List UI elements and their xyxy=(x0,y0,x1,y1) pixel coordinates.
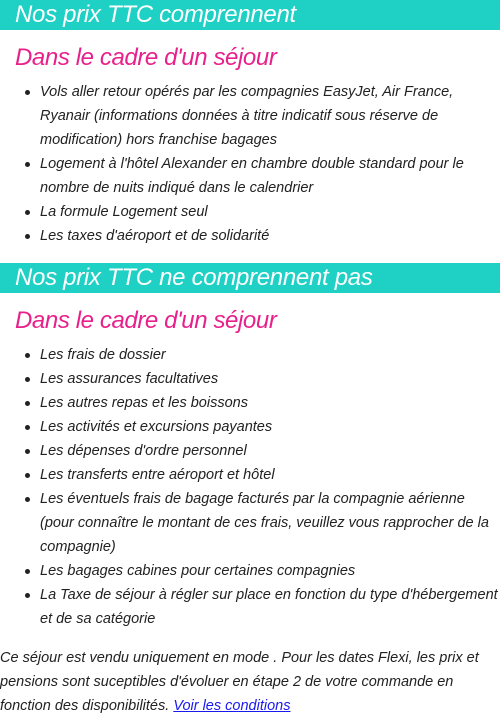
list-item xyxy=(40,80,500,152)
list-item-text: La Taxe de séjour à régler sur place en fonction du type d'hébergement et de sa catégorie xyxy=(40,587,498,627)
list-item xyxy=(40,583,500,631)
bullet-icon xyxy=(25,497,30,502)
included-subheading: Dans le cadre d'un séjour xyxy=(15,44,277,71)
list-item xyxy=(40,200,500,224)
bullet-icon xyxy=(25,234,30,239)
list-item-text: Logement à l'hôtel Alexander en chambre double standard pour le nombre de nuits indiqué dans le calendrier xyxy=(40,156,464,196)
list-item xyxy=(40,415,500,439)
list-item xyxy=(40,224,500,248)
list-item xyxy=(40,487,500,559)
list-item-text: La formule Logement seul xyxy=(40,204,208,220)
list-item-text: Vols aller retour opérés par les compagnies EasyJet, Air France, Ryanair (informations données à titre indicatif sous réserve de modification) hors franchise bagages xyxy=(40,84,454,148)
bullet-icon xyxy=(25,473,30,478)
excluded-subheading: Dans le cadre d'un séjour xyxy=(15,307,277,334)
bullet-icon xyxy=(25,377,30,382)
excluded-list xyxy=(0,343,500,631)
conditions-note xyxy=(0,646,500,718)
excluded-section xyxy=(0,263,500,631)
bullet-icon xyxy=(25,90,30,95)
list-item xyxy=(40,439,500,463)
conditions-note-text: Ce séjour est vendu uniquement en mode . Pour les dates Flexi, les prix et pensions sont suceptibles d'évoluer en étape 2 de votre commande en fonction des disponibilités. xyxy=(0,650,479,714)
list-item xyxy=(40,152,500,200)
included-section xyxy=(0,0,500,248)
bullet-icon xyxy=(25,210,30,215)
bullet-icon xyxy=(25,425,30,430)
list-item-text: Les éventuels frais de bagage facturés par la compagnie aérienne (pour connaître le montant de ces frais, veuillez vous rapprocher de la compagnie) xyxy=(40,491,489,555)
bullet-icon xyxy=(25,593,30,598)
bullet-icon xyxy=(25,569,30,574)
list-item-text: Les dépenses d'ordre personnel xyxy=(40,443,247,459)
bullet-icon xyxy=(25,162,30,167)
list-item-text: Les activités et excursions payantes xyxy=(40,419,273,435)
list-item-text: Les frais de dossier xyxy=(40,347,166,363)
list-item-text: Les bagages cabines pour certaines compagnies xyxy=(40,563,356,579)
included-heading: Nos prix TTC comprennent xyxy=(0,0,500,30)
list-item-text: Les taxes d'aéroport et de solidarité xyxy=(40,228,270,244)
list-item-text: Les autres repas et les boissons xyxy=(40,395,248,411)
excluded-heading: Nos prix TTC ne comprennent pas xyxy=(0,263,500,293)
included-list xyxy=(0,80,500,248)
list-item xyxy=(40,367,500,391)
bullet-icon xyxy=(25,449,30,454)
list-item xyxy=(40,343,500,367)
bullet-icon xyxy=(25,401,30,406)
list-item-text: Les assurances facultatives xyxy=(40,371,219,387)
conditions-link[interactable]: Voir les conditions xyxy=(173,698,291,714)
list-item xyxy=(40,463,500,487)
bullet-icon xyxy=(25,353,30,358)
list-item xyxy=(40,391,500,415)
list-item-text: Les transferts entre aéroport et hôtel xyxy=(40,467,275,483)
list-item xyxy=(40,559,500,583)
